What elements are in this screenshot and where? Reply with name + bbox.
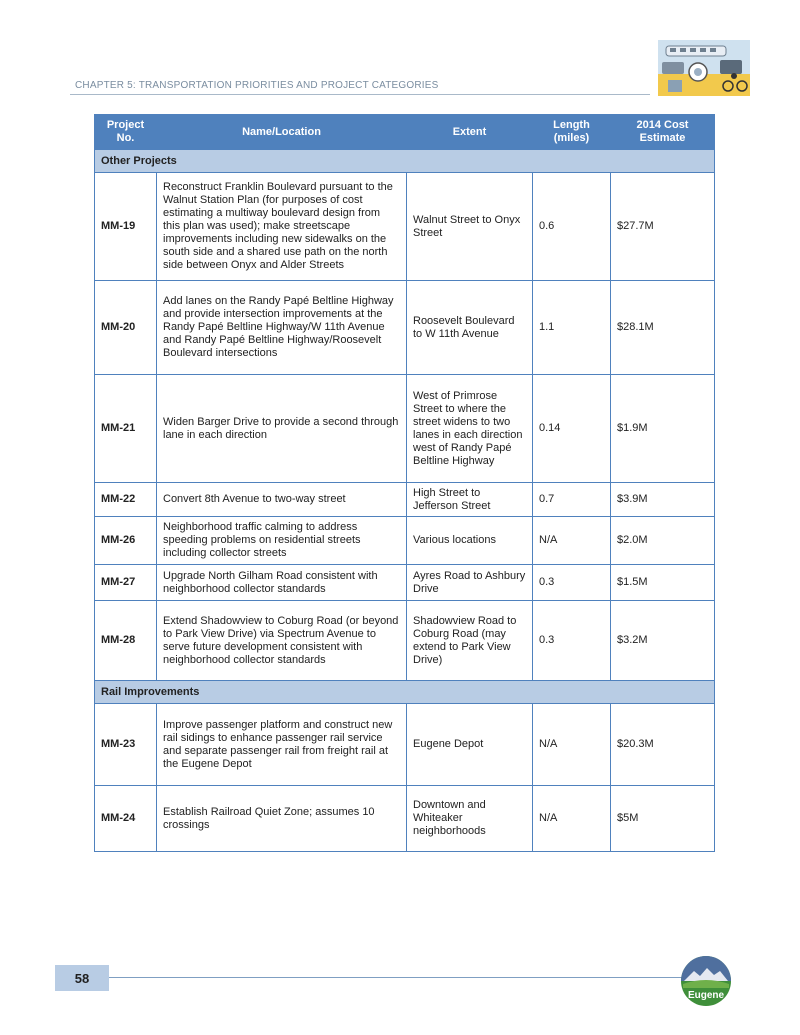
- project-name: Upgrade North Gilham Road consistent with neighborhood collector standards: [157, 565, 407, 601]
- column-header: Project No.: [95, 115, 157, 150]
- page-number: 58: [55, 965, 109, 991]
- project-extent: Downtown and Whiteaker neighborhoods: [407, 786, 533, 852]
- project-extent: High Street to Jefferson Street: [407, 483, 533, 517]
- project-name: Neighborhood traffic calming to address speeding problems on residential streets including collector streets: [157, 517, 407, 565]
- table-row: [95, 281, 715, 375]
- chapter-title: CHAPTER 5: TRANSPORTATION PRIORITIES AND PROJECT CATEGORIES: [75, 80, 439, 91]
- project-length: 0.3: [533, 565, 611, 601]
- project-id: MM-21: [95, 375, 157, 483]
- project-length: N/A: [533, 517, 611, 565]
- project-name: Widen Barger Drive to provide a second through lane in each direction: [157, 375, 407, 483]
- project-name: Establish Railroad Quiet Zone; assumes 10 crossings: [157, 786, 407, 852]
- project-extent: Roosevelt Boulevard to W 11th Avenue: [407, 281, 533, 375]
- project-id: MM-20: [95, 281, 157, 375]
- project-cost: $5M: [611, 786, 715, 852]
- column-header: Extent: [407, 115, 533, 150]
- project-name: Add lanes on the Randy Papé Beltline Highway and provide intersection improvements at the Randy Papé Beltline Highway/W 11th Avenue and Randy Papé Beltline Highway/Roosevelt Boulevard intersections: [157, 281, 407, 375]
- project-id: MM-19: [95, 173, 157, 281]
- project-name: Extend Shadowview to Coburg Road (or beyond to Park View Drive) via Spectrum Avenue to serve future development consistent with neighborhood collector standards: [157, 601, 407, 681]
- footer-divider: [109, 977, 691, 978]
- eugene-logo-icon: [680, 955, 732, 1007]
- project-cost: $1.9M: [611, 375, 715, 483]
- section-row: [95, 150, 715, 173]
- project-extent: Eugene Depot: [407, 704, 533, 786]
- project-length: 0.14: [533, 375, 611, 483]
- table-row: [95, 786, 715, 852]
- project-cost: $1.5M: [611, 565, 715, 601]
- project-name: Reconstruct Franklin Boulevard pursuant to the Walnut Station Plan (for purposes of cost estimating a multiway boulevard design from this plan was used); make streetscape improvements including new sidewalks on the south side and a shared use path on the north side between Onyx and Alder Streets: [157, 173, 407, 281]
- project-extent: Various locations: [407, 517, 533, 565]
- table-row: [95, 601, 715, 681]
- project-length: 1.1: [533, 281, 611, 375]
- table-row: [95, 565, 715, 601]
- project-cost: $20.3M: [611, 704, 715, 786]
- table-row: [95, 483, 715, 517]
- project-length: N/A: [533, 786, 611, 852]
- table-row: [95, 375, 715, 483]
- project-cost: $27.7M: [611, 173, 715, 281]
- project-name: Improve passenger platform and construct new rail sidings to enhance passenger rail service and separate passenger rail from freight rail at the Eugene Depot: [157, 704, 407, 786]
- project-id: MM-23: [95, 704, 157, 786]
- header-divider: [70, 94, 650, 95]
- column-header: Name/Location: [157, 115, 407, 150]
- project-extent: Walnut Street to Onyx Street: [407, 173, 533, 281]
- project-id: MM-27: [95, 565, 157, 601]
- logo-text: Eugene: [687, 990, 725, 1001]
- table-row: [95, 517, 715, 565]
- project-length: 0.7: [533, 483, 611, 517]
- project-length: 0.3: [533, 601, 611, 681]
- column-header: 2014 Cost Estimate: [611, 115, 715, 150]
- project-cost: $3.9M: [611, 483, 715, 517]
- project-extent: West of Primrose Street to where the street widens to two lanes in each direction west of Randy Papé Beltline Highway: [407, 375, 533, 483]
- project-id: MM-24: [95, 786, 157, 852]
- projects-table: [94, 114, 715, 852]
- project-id: MM-26: [95, 517, 157, 565]
- column-header: Length (miles): [533, 115, 611, 150]
- project-extent: Ayres Road to Ashbury Drive: [407, 565, 533, 601]
- project-length: 0.6: [533, 173, 611, 281]
- project-id: MM-28: [95, 601, 157, 681]
- section-title: Other Projects: [95, 150, 715, 173]
- transportation-illustration: [658, 40, 750, 96]
- project-length: N/A: [533, 704, 611, 786]
- table-header-row: [95, 115, 715, 150]
- project-extent: Shadowview Road to Coburg Road (may extend to Park View Drive): [407, 601, 533, 681]
- section-row: [95, 681, 715, 704]
- table-row: [95, 173, 715, 281]
- section-title: Rail Improvements: [95, 681, 715, 704]
- project-id: MM-22: [95, 483, 157, 517]
- project-name: Convert 8th Avenue to two-way street: [157, 483, 407, 517]
- project-cost: $28.1M: [611, 281, 715, 375]
- table-row: [95, 704, 715, 786]
- project-cost: $3.2M: [611, 601, 715, 681]
- project-cost: $2.0M: [611, 517, 715, 565]
